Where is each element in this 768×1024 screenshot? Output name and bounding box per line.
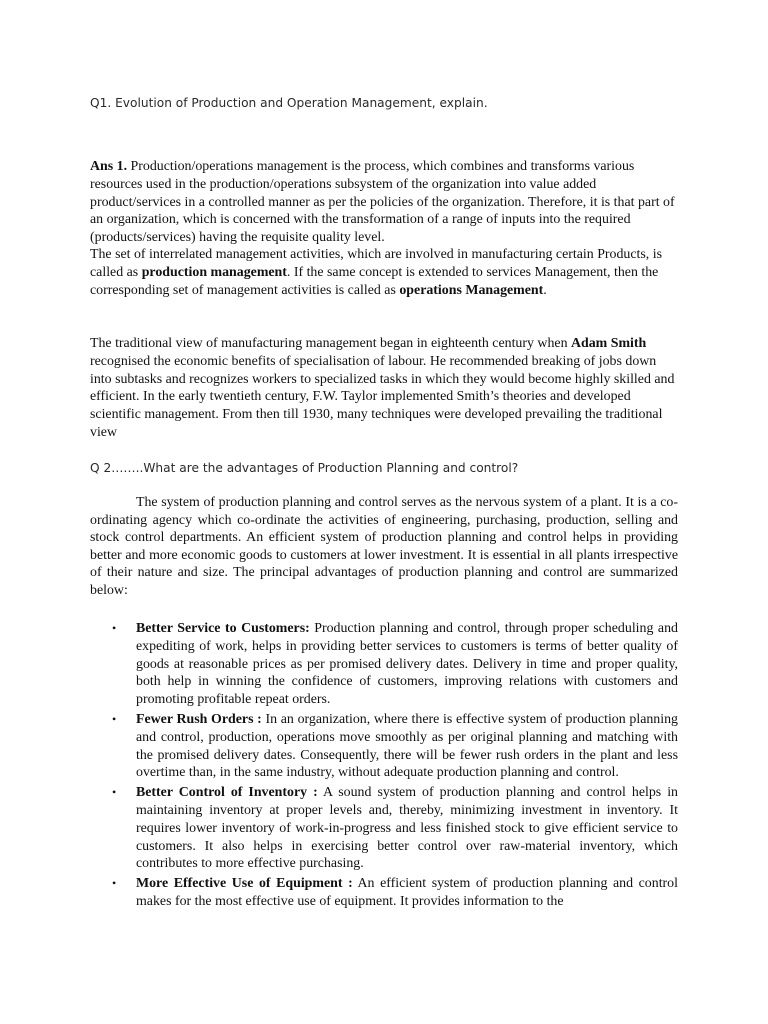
adam-smith-name: Adam Smith: [570, 336, 647, 351]
advantage-title: Better Control of Inventory :: [136, 785, 318, 801]
ppc-intro-paragraph: The system of production planning and control serves as the nervous system of a plant. It is a co- ordinating agency which co-ordinate the activities of engineering, purchasing, production, selling and stock control departments. An efficient system of production planning and control helps in providing better and more economic goods to customers at lower investment. It is essential in all plants irrespective of their nature and size. The principal advantages of production planning and control are summarized below:: [90, 495, 678, 598]
production-management-term: production management: [141, 264, 287, 280]
traditional-text-1: The traditional view of manufacturing management began in eighteenth century when: [90, 336, 571, 351]
answer-label: Ans 1.: [90, 159, 128, 174]
advantage-title: Fewer Rush Orders :: [136, 711, 262, 727]
list-item: [90, 620, 678, 709]
answer-1-text: Production/operations management is the process, which combines and transforms various resources used in the production/operations subsystem of the organization into value added product/services in a controlled manner as per the policies of the organization. Therefore, it is that part of an organization, which is concerned with the transformation of a range of inputs into the required (products/services) having the requisite quality level.: [90, 159, 675, 246]
definition-text-2: . If the same concept is extended to services Management, then the corresponding set of management activities is called as: [90, 264, 659, 298]
traditional-view-paragraph: [90, 335, 678, 442]
traditional-text-2: recognised the economic benefits of specialisation of labour. He recommended breaking of jobs down into subtasks and recognizes workers to specialized tasks in which they would become highly skilled and efficient. In the early twentieth century, F.W. Taylor implemented Smith’s theories and developed scientific management. From then till 1930, many techniques were developed prevailing the traditional view: [90, 353, 675, 440]
question-2-heading: Q 2……..What are the advantages of Production Planning and control?: [90, 461, 519, 475]
bullet-icon: •: [112, 785, 117, 800]
definition-text-3: .: [543, 282, 547, 298]
bullet-icon: •: [112, 621, 117, 635]
advantage-text: An efficient system of production planning and control makes for the most effective use of equipment. It provides information to the: [136, 876, 678, 909]
list-item: [90, 784, 678, 873]
bullet-icon: •: [112, 876, 117, 891]
advantage-text: Production planning and control, through proper scheduling and expediting of work, helps in providing better services to customers is terms of better quality of goods at reasonable prices as per promised delivery dates. Delivery in time and proper quality, both help in winning the confidence of customers, improving relations with customers and promoting profitable repeat orders.: [136, 621, 678, 708]
advantage-text: In an organization, where there is effective system of production planning and control, production, operations move smoothly as per original planning and matching with the promised delivery dates. Consequently, there will be fewer rush orders in the plant and less overtime than, in the same industry, without adequate production planning and control.: [136, 711, 679, 781]
bullet-icon: •: [112, 711, 117, 726]
operations-management-term: operations Management: [399, 282, 544, 298]
answer-1-paragraph: [90, 158, 678, 247]
question-1-heading: Q1. Evolution of Production and Operation Management, explain.: [90, 96, 488, 110]
advantage-title: Better Service to Customers:: [136, 621, 310, 636]
advantages-list: [90, 620, 678, 913]
advantage-text: A sound system of production planning and control helps in maintaining inventory at proper levels and, thereby, minimizing investment in inventory. It requires lower inventory of work-in-progress and less finished stock to give efficient service to customers. It also helps in exercising better control over raw-material inventory, which contributes to more effective purchasing.: [136, 785, 679, 872]
definition-text-1: The set of interrelated management activities, which are involved in manufacturing certain Products, is called as: [90, 247, 663, 280]
advantage-title: More Effective Use of Equipment :: [136, 876, 353, 892]
definition-paragraph: [90, 246, 678, 299]
list-item: [90, 875, 678, 911]
list-item: [90, 711, 678, 782]
